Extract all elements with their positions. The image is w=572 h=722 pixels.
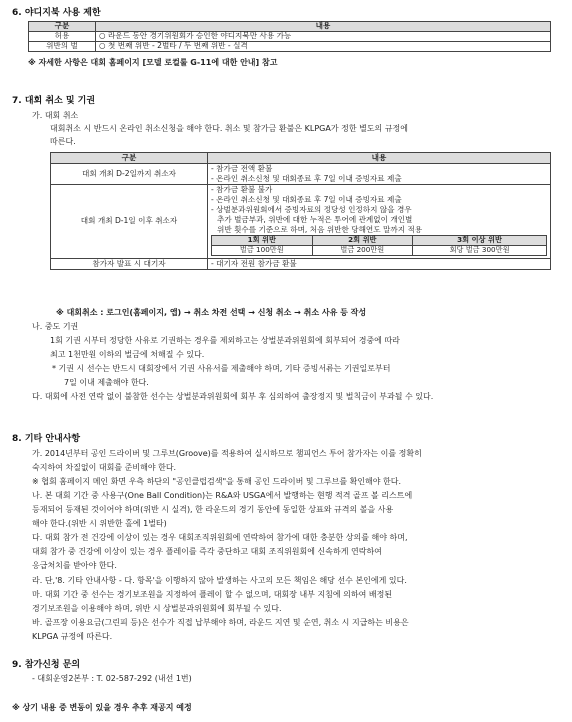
list-item: - 온라인 취소신청 및 대회종료 후 7일 이내 증빙자료 제출 [211, 174, 402, 183]
list-item: 추가 벌금부과, 위반에 대한 누적은 투어에 관계없이 개인별 [217, 215, 413, 224]
subsection-title: 가. 대회 취소 [32, 111, 79, 120]
paragraph-line: 대회취소 시 반드시 온라인 취소신청을 해야 한다. 취소 및 참가금 환불은 KLPGA가 정한 별도의 규정에 [50, 124, 409, 133]
table-cell [208, 185, 551, 259]
section-9-heading: 9. 참가신청 문의 [12, 660, 81, 670]
list-item: - 참가금 전액 환불 [211, 164, 273, 173]
table-cell: 위반의 벌 [29, 42, 96, 52]
table-cell: 참가자 발표 시 대기자 [51, 259, 208, 270]
list-item: - 상벌분과위원회에서 증빙자료의 정당성 인정하지 않을 경우 [211, 205, 412, 214]
paragraph-line: 따른다. [50, 137, 76, 146]
penalty-value: 회당 벌금 300만원 [413, 246, 547, 256]
paragraph-line: 해야 한다.(위반 시 위반한 홀에 1벌타) [32, 519, 167, 528]
paragraph-line: 1회 기권 시부터 정당한 사유로 기권하는 경우를 제외하고는 상벌분과위원회에 회부되어 경중에 따라 [50, 336, 400, 345]
paragraph-line: 숙지하여 차질없이 대회를 준비해야 한다. [32, 463, 177, 472]
penalty-header: 1회 위반 [212, 236, 313, 246]
paragraph-line: 다. 대회 참가 전 건강에 이상이 있는 경우 대회조직위원회에 연락하여 참가에 대한 충분한 상의를 해야 하며, [32, 533, 408, 542]
paragraph-line: 가. 2014년부터 공인 드라이버 및 그루브(Groove)를 적용하여 실시하므로 챔피언스 투어 참가자는 이를 정확히 [32, 449, 422, 458]
table-cell: 대회 개최 D-2일까지 취소자 [51, 164, 208, 185]
section-7-heading: 7. 대회 취소 및 기권 [12, 96, 96, 106]
table-cell: - 대기자 전원 참가금 환불 [208, 259, 551, 270]
penalty-header: 3회 이상 위반 [413, 236, 547, 246]
paragraph-line: 나. 본 대회 기간 중 사용구(One Ball Condition)는 R&A와 USGA에서 발행하는 현행 적격 골프 볼 리스트에 [32, 491, 413, 500]
contact-line: - 대회운영2본부 : T. 02-587-292 (내선 1번) [32, 674, 192, 683]
table-cell: 대회 개최 D-1일 이후 취소자 [51, 185, 208, 259]
table-header: 내용 [208, 153, 551, 164]
paragraph-line: ※ 협회 홈페이지 메인 화면 우측 하단의 "공인클럽검색"을 통해 공인 드라이버 및 그루브를 확인해야 한다. [32, 477, 402, 486]
table-header: 구분 [51, 153, 208, 164]
list-item: 위반 횟수를 기준으로 하며, 처음 위반한 당해연도 말까지 적용 [217, 225, 423, 234]
table-header: 구분 [29, 22, 96, 32]
cancellation-flow: ※ 대회취소 : 로그인(홈페이지, 앱) → 취소 차전 선택 → 신청 취소 → 취소 사유 등 작성 [56, 308, 367, 317]
table-cell [208, 164, 551, 185]
paragraph-line: 바. 골프장 이용요금(그린피 등)은 선수가 직접 납부해야 하며, 라운드 지연 및 순연, 취소 시 지급하는 비용은 [32, 618, 409, 627]
list-item: - 참가금 환불 불가 [211, 185, 273, 194]
table-cell: ○ 라운드 동안 경기위원회가 승인한 야디지북만 사용 가능 [96, 32, 551, 42]
footer-note: ※ 상기 내용 중 변동이 있을 경우 추후 재공지 예정 [12, 703, 192, 712]
table-header: 내용 [96, 22, 551, 32]
paragraph-line: 다. 대회에 사전 연락 없이 불참한 선수는 상벌분과위원회에 회부 후 심의하여 출장정지 및 벌칙금이 부과될 수 있다. [32, 392, 434, 401]
paragraph-line: 등재되어 등재된 것이어야 하며(위반 시 실격), 한 라운드의 경기 동안에 동일한 상표와 규격의 볼을 사용 [32, 505, 394, 514]
table-cell: ○ 첫 번째 위반 - 2벌타 / 두 번째 위반 - 실격 [96, 42, 551, 52]
paragraph-line: 라. 단,'8. 기타 안내사항 - 다. 항목'을 이행하지 않아 발생하는 사고의 모든 책임은 해당 선수 본인에게 있다. [32, 576, 407, 585]
paragraph-line: 응급처치를 받아야 한다. [32, 561, 117, 570]
paragraph-line: 대회 참가 중 건강에 이상이 있는 경우 플레이를 즉각 중단하고 대회 조직위원회에 신속하게 연락하여 [32, 547, 382, 556]
paragraph-line: 최고 1천만원 이하의 벌금에 처해질 수 있다. [50, 350, 205, 359]
section-6-note: ※ 자세한 사항은 대회 홈페이지 [모델 로컬룰 G-11에 대한 안내] 참고 [28, 58, 278, 67]
paragraph-line: 경기보조원을 이용해야 하며, 위반 시 상벌분과위원회에 회부될 수 있다. [32, 604, 282, 613]
penalty-value: 벌금 100만원 [212, 246, 313, 256]
section-8-heading: 8. 기타 안내사항 [12, 434, 81, 444]
section-6-heading: 6. 야디지북 사용 제한 [12, 8, 101, 18]
penalty-value: 벌금 200만원 [312, 246, 413, 256]
paragraph-line: KLPGA 규정에 따른다. [32, 632, 113, 641]
cancellation-table [50, 152, 551, 270]
penalty-header: 2회 위반 [312, 236, 413, 246]
paragraph-line: 7일 이내 제출해야 한다. [64, 378, 149, 387]
list-item: - 온라인 취소신청 및 대회종료 후 7일 이내 증빙자료 제출 [211, 195, 402, 204]
yardage-book-table [28, 21, 551, 52]
paragraph-line: * 기권 시 선수는 반드시 대회장에서 기권 사유서를 제출해야 하며, 기타 증빙서류는 기권일로부터 [52, 364, 391, 373]
table-cell: 허용 [29, 32, 96, 42]
paragraph-line: 마. 대회 기간 중 선수는 경기보조원을 지정하여 플레이 할 수 없으며, 대회장 내부 지침에 의하여 배정된 [32, 590, 393, 599]
penalty-table [211, 235, 547, 256]
subsection-title: 나. 중도 기권 [32, 322, 79, 331]
